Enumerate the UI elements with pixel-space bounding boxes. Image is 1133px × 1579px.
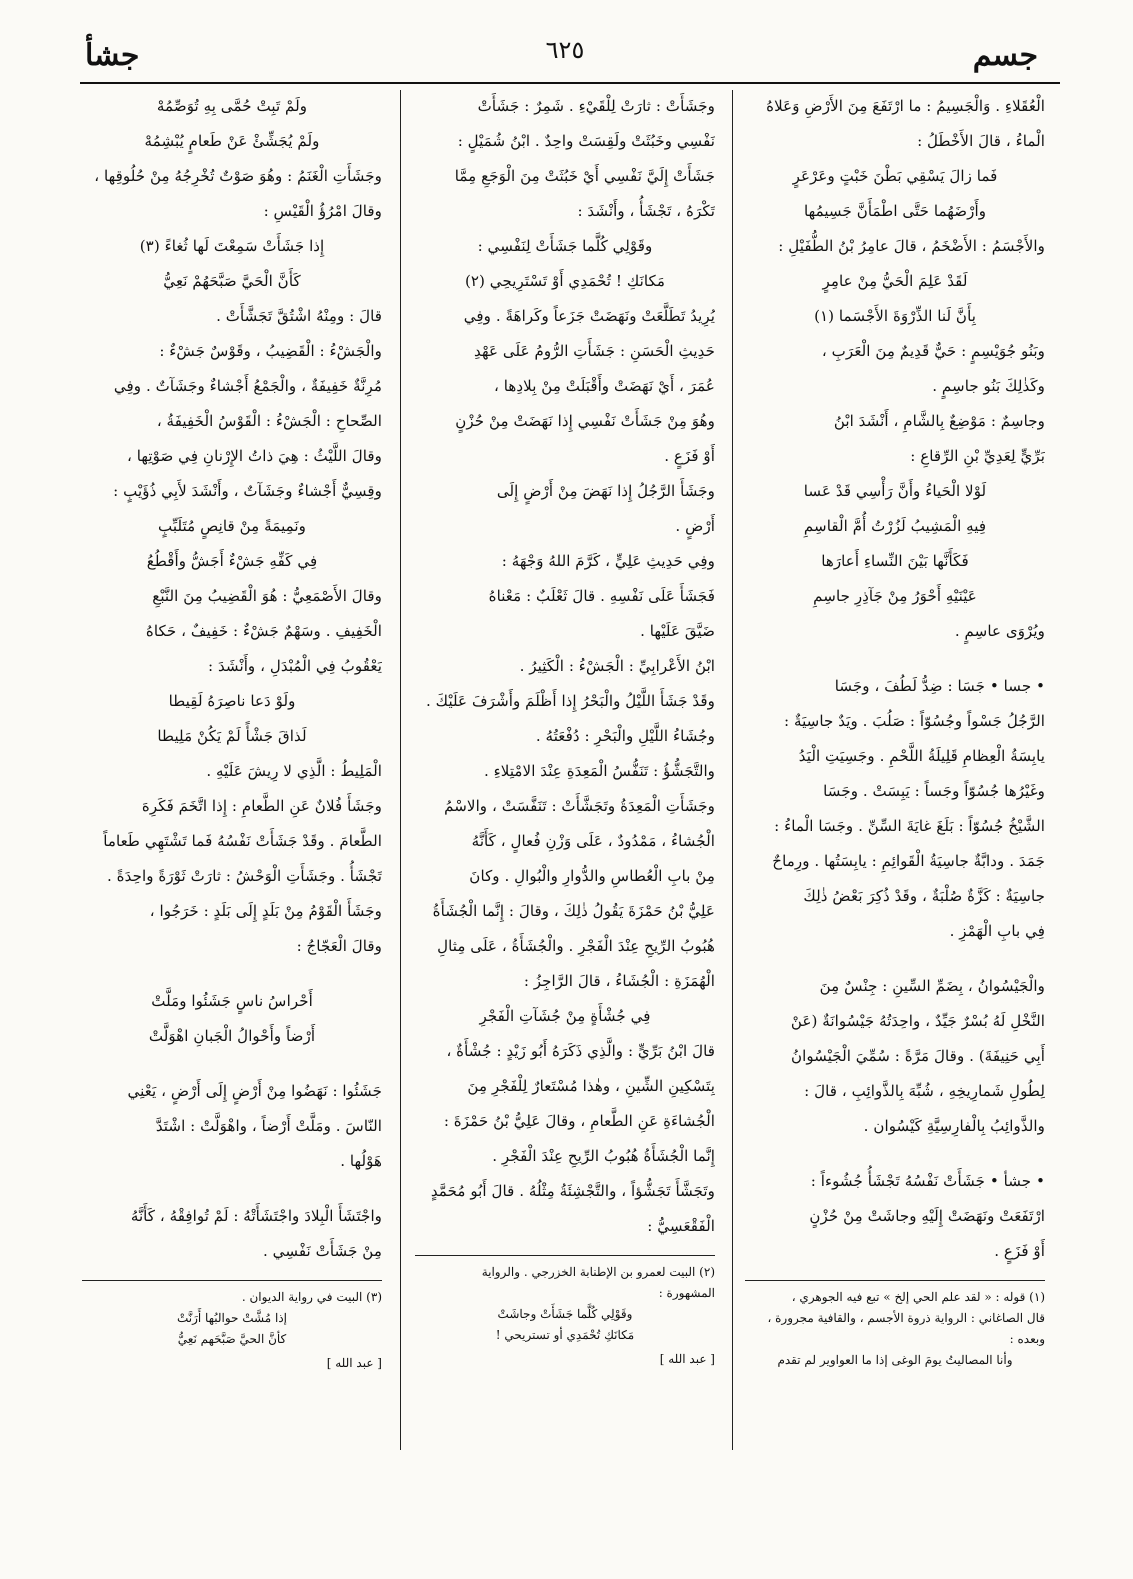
text-line: يُرِيدُ تَطَلَّعَتْ ونَهَضَتْ جَزَعاً وكَراهَةً . وفِي: [463, 307, 715, 325]
text-line: الْجُشاءَةِ عَنِ الطَّعامِ ، وقالَ عَلِيُّ بْنُ حَمْزَةَ :: [443, 1112, 715, 1130]
footnote-rule: [745, 1280, 1045, 1281]
text-line: الْجُشاءُ ، مَمْدُودٌ ، عَلَى وَزْنِ فُعالٍ ، كَأَنَّهُ: [471, 832, 715, 850]
header-right-word: جسم: [972, 38, 1038, 73]
text-line: الطَّعامَ . وقَدْ جَشَأَتْ نَفْسُهُ فَما تَشْتَهِي طَعاماً: [103, 832, 382, 850]
footnote-line: (١) قوله : « لقد علم الحي إلخ » تبع فيه الجوهري ،: [791, 1290, 1045, 1304]
text-line: أَوْ فَزَعٍ .: [664, 447, 715, 465]
signature: [ عبد الله ]: [326, 1356, 382, 1370]
text-line: • جسا • جَسَا : ضِدُّ لَطُفَ ، وجَسَا: [834, 677, 1045, 695]
text-line: واجْتَشَأَ الْبِلادَ واجْتَشَأَتْهُ : لَمْ تُوافِقْهُ ، كَأَنَّهُ: [130, 1207, 382, 1225]
text-line: وقالَ الْعَجّاجُ :: [296, 937, 382, 955]
text-line: وقالَ الأَصْمَعِيُّ : هُوَ الْقَضِيبُ مِنَ النَّبْعِ: [152, 587, 382, 605]
footnote-line: المشهورة :: [658, 1286, 715, 1300]
text-line: • جشأ • جَشَأَتْ نَفْسُهُ تَجْشَأُ جُشُوءاً :: [810, 1172, 1045, 1190]
text-line: وجَشَأَتِ الْمَعِدَةُ وتَجَشَّأَتْ : تَنَفَّسَتْ ، والاسْمُ: [444, 797, 715, 815]
text-line: فَجَشَأَ عَلَى نَفْسِهِ . قالَ ثَعْلَبٌ : مَعْناهُ: [488, 587, 715, 605]
text-line: الصِّحاحِ : الْجَشْءُ : الْقَوْسُ الْخَفِيفَةُ ،: [156, 412, 382, 430]
text-line: وقَدْ جَشَأَ اللَّيْلُ والْبَحْرُ إِذا أَظْلَمَ وأَشْرَفَ عَلَيْكَ .: [425, 692, 715, 710]
text-line: فِيهِ الْمَشِيبُ لَزُرْتُ أُمَّ الْقاسِمِ: [803, 517, 987, 535]
text-line: وجَشَأَ الرَّجُلُ إِذا نَهَضَ مِنْ أَرْضٍ إِلَى: [496, 482, 715, 500]
text-line: لَقَدْ عَلِمَ الْحَيُّ مِنْ عامِرٍ: [822, 272, 968, 290]
footnote-line: إذا مُشَّتْ حوالبُها أَرَنَّتْ: [176, 1311, 288, 1325]
text-line: الْخَفِيفِ . وسَهْمٌ جَشْءٌ : خَفِيفٌ ، حَكاهُ: [145, 622, 382, 640]
text-line: الْفَقْعَسِيُّ :: [647, 1217, 715, 1235]
text-line: مُرِنَّةٌ خَفِيفَةٌ ، والْجَمْعُ أَجْشاءٌ وجَشَآتٌ . وفِي: [113, 377, 382, 395]
text-line: والْجَيْسُوانُ ، بِضَمِّ السِّينِ : جِنْسٌ مِنَ: [819, 977, 1045, 995]
text-line: حَدِيثِ الْحَسَنِ : جَشَأَتِ الرُّومُ عَلَى عَهْدِ: [474, 342, 715, 360]
text-line: ارْتَفَعَتْ ونَهَضَتْ إِلَيْهِ وجاشَتْ مِنْ حُزْنٍ: [809, 1207, 1045, 1225]
text-line: ضَيَّقَ عَلَيْها .: [640, 622, 715, 640]
column-divider: [400, 90, 401, 1450]
text-line: وقالَ اللَّيْثُ : هِيَ ذاتُ الإِرْنانِ فِي صَوْتِها ،: [127, 447, 382, 465]
text-line: أَوْ فَزَعٍ .: [994, 1242, 1045, 1260]
text-line: ولَوْ دَعا ناصِرَهُ لَقِيطا: [168, 692, 296, 710]
column-left: [82, 90, 382, 1450]
text-line: والتَّجَشُّؤُ : تَنَفُّسُ الْمَعِدَةِ عِنْدَ الامْتِلاءِ .: [483, 762, 715, 780]
text-line: وفِي حَدِيثِ عَلِيٍّ ، كَرَّمَ اللهُ وَجْهَهُ :: [501, 552, 715, 570]
text-line: فِي بابِ الْهَمْزِ .: [949, 922, 1045, 940]
text-line: ولَمْ تَبِتْ حُمَّى بِهِ تُوَصِّمُهْ: [156, 97, 308, 115]
text-line: فِي كَفِّهِ جَشْءٌ أَجَشُّ وأَقْطُعُ: [146, 552, 318, 570]
text-line: إِذا جَشَأَتْ سَمِعْتَ لَها ثُغاءً (٣): [139, 237, 325, 255]
footnote-2: [415, 1262, 715, 1346]
column-middle: [415, 90, 715, 1450]
text-line: أَبِي حَنِيفَةَ) . وقالَ مَرَّةً : سُمِّيَ الْجَيْسُوانُ: [790, 1047, 1045, 1065]
text-line: وكَذٰلِكَ بَنُو جاسِمٍ .: [932, 377, 1045, 395]
text-line: الرَّجُلُ جَسْواً وجُسُوّاً : صَلُبَ . ويَدٌ جاسِيَةٌ :: [784, 712, 1045, 730]
text-line: لَوْلا الْحَياءُ وأَنَّ رَأْسِي قَدْ عَسا: [803, 482, 987, 500]
text-line: لَذاقَ جَشْأً لَمْ يَكُنْ مَلِيطا: [157, 727, 307, 745]
text-line: والذَّوائِبُ بِالْفارِسِيَّةِ كَيْسُوان .: [863, 1117, 1045, 1135]
text-line: ونَمِيمَةً مِنْ قانِصٍ مُتَلَبِّبٍ: [158, 517, 306, 535]
text-line: جَمَدَ . ودابَّةٌ جاسِيَةُ الْقَوائِمِ : يابِسَتُها . ورِماحٌ: [772, 852, 1045, 870]
text-line: نَفْسِي وخَبُثَتْ ولَقِسَتْ واحِدٌ . ابْنُ شُمَيْلٍ :: [457, 132, 715, 150]
header-left-word: جشأ: [85, 38, 140, 73]
column-left-text: [82, 90, 382, 1268]
text-line: النَّخْلِ لَهُ بُسْرٌ جَيِّدٌ ، واحِدَتُهُ جَيْسُوانَةٌ (عَنْ: [790, 1012, 1045, 1030]
text-line: وقالَ امْرُؤُ الْقَيْسِ :: [263, 202, 382, 220]
text-line: يابِسَةُ الْعِظامِ قَلِيلَةُ اللَّحْمِ . وجَسِيَتِ الْيَدُ: [798, 747, 1045, 765]
text-line: وقِسِيٌّ أَجْشاءٌ وجَشَآتٌ ، وأَنْشَدَ لأَبِي ذُؤَيْبٍ :: [113, 482, 382, 500]
text-line: فَما زالَ يَسْقِي بَطْنَ خَبْتٍ وعَرْعَرٍ: [792, 167, 998, 185]
column-right: [745, 90, 1045, 1450]
text-line: قالَ ابْنُ بَرِّيٍّ : والَّذِي ذَكَرَهُ أَبُو زَيْدٍ : جُشْأَةٌ ،: [446, 1042, 715, 1060]
text-line: وجَشَأَتْ : ثارَتْ لِلْقَيْءِ . شَمِرٌ : جَشَأَتْ: [477, 97, 715, 115]
text-line: مَكانَكِ ! تُحْمَدِي أَوْ تَسْتَرِيحِي (٢): [464, 272, 666, 290]
footnote-line: وأنا المصاليتُ يومَ الوغى إذا ما العواوير لم تقدم: [777, 1353, 1013, 1367]
text-line: الْماءُ ، قالَ الأَخْطَلُ :: [917, 132, 1045, 150]
text-line: فِي جُشْأَةٍ مِنْ جُشَآتِ الْفَجْرِ: [479, 1007, 651, 1025]
text-line: والأَجْسَمُ : الأَضْخَمُ ، قالَ عامِرُ بْنُ الطُّفَيْلِ :: [778, 237, 1045, 255]
footnote-line: وقَوْلِي كُلَّما جَشَأَتْ وجاشَتْ: [497, 1307, 633, 1321]
text-line: فَكَأَنَّها بَيْنَ النِّساءِ أَعارَها: [821, 552, 969, 570]
column-right-text: [745, 90, 1045, 1268]
text-line: بِأَنَّ لَنا الذِّرْوَةَ الأَجْسَما (١): [814, 307, 976, 325]
text-line: الْهُمَزَةِ : الْجُشَاءُ ، قالَ الرَّاجِزُ :: [523, 972, 715, 990]
column-middle-text: [415, 90, 715, 1243]
text-line: وجَشَأَتِ الْغَنَمُ : وهُوَ صَوْتٌ تُخْرِجُهُ مِنْ حُلُوقِها ،: [94, 167, 382, 185]
text-line: وهُوَ مِنْ جَشَأَتْ نَفْسِي إِذا نَهَضَتْ مِنْ حُزْنٍ: [455, 412, 715, 430]
text-line: قالَ : ومِنْهُ اشْتُقَّ تَجَشَّأَتْ .: [216, 307, 382, 325]
text-line: الْعُقَلاءِ . وَالْجَسِيمُ : ما ارْتَفَعَ مِنَ الأَرْضِ وَعَلاهُ: [766, 97, 1045, 115]
page-number: ٦٢٥: [545, 36, 585, 64]
footnote-line: كأنَّ الحيَّ صَبَّحَهم نَعِيُّ: [177, 1332, 287, 1346]
text-line: إِنَّما الْجُشَأَةُ هُبُوبُ الرِّيحِ عِنْدَ الْفَجْرِ .: [492, 1147, 715, 1165]
text-line: تَجْشَأُ . وجَشَأَتِ الْوَحْشُ : ثارَتْ ثَوْرَةً واحِدَةً .: [107, 867, 382, 885]
footnote-line: قال الصاغاني : الرواية ذروة الأجسم ، والقافية مجرورة ،: [767, 1311, 1045, 1325]
text-line: أَرْضٍ .: [675, 517, 715, 535]
text-line: هَوْلُها .: [340, 1152, 382, 1170]
footnote-1: [745, 1287, 1045, 1371]
text-line: النّاسَ . ومَلَّتْ أَرْضاً ، واهْوَلَّتْ : اشْتَدَّ: [155, 1117, 382, 1135]
text-line: هُبُوبُ الرِّيحِ عِنْدَ الْفَجْرِ . والْجُشَأَةُ ، عَلَى مِثالِ: [437, 937, 715, 955]
text-line: مِنْ بابِ الْعُطاسِ والدُّوارِ والْبُوالِ . وكانَ: [469, 867, 715, 885]
text-line: بَرِّيٍّ لِعَدِيِّ بْنِ الرِّقاعِ :: [910, 447, 1045, 465]
footnote-line: مَكانَكِ تُحْمَدِي أو تستريحي !: [495, 1328, 635, 1342]
text-line: أَرْضاً وأَحْوالُ الْجَبانِ اهْوَلَّتْ: [148, 1027, 316, 1045]
text-line: بِتَسْكِينِ الشِّينِ ، وهٰذا مُسْتَعارٌ لِلْفَجْرِ مِنَ: [467, 1077, 715, 1095]
text-line: جاسِيَةٌ : كَزَّةٌ صُلْبَةٌ ، وقَدْ ذُكِرَ بَعْضُ ذٰلِكَ: [803, 887, 1045, 905]
text-line: وغَيْرُها جُسُوّاً وجَساً : يَبِسَتْ . وجَسَا: [823, 782, 1045, 800]
footnote-rule: [415, 1255, 715, 1256]
text-line: كَأَنَّ الْحَيَّ صَبَّحَهُمْ نَعِيُّ: [163, 272, 301, 290]
signature: [ عبد الله ]: [659, 1352, 715, 1366]
footnote-3: [82, 1287, 382, 1350]
text-line: وجُشَاءُ اللَّيْلِ والْبَحْرِ : دُفْعَتُهُ .: [535, 727, 715, 745]
text-line: وجَشَأَ الْقَوْمُ مِنْ بَلَدٍ إِلَى بَلَدٍ : خَرَجُوا ،: [149, 902, 382, 920]
header-rule: [80, 82, 1060, 84]
text-line: وقَوْلِي كُلَّما جَشَأَتْ لِنَفْسِي :: [477, 237, 653, 255]
text-line: وأَرْضَهُما حَتَّى اطْمَأَنَّ جَسِيمُها: [803, 202, 987, 220]
text-line: جَشَئُوا : نَهَضُوا مِنْ أَرْضٍ إِلَى أَرْضٍ ، يَعْنِي: [127, 1082, 382, 1100]
column-divider: [732, 90, 733, 1450]
text-line: وتَجَشَّأَ تَجَشُّؤاً ، والتَّجْشِئَةُ مِثْلُهُ . قالَ أَبُو مُحَمَّدٍ: [430, 1182, 715, 1200]
text-line: عُمَرَ ، أَيْ نَهَضَتْ وأَقْبَلَتْ مِنْ بِلادِها ،: [494, 377, 715, 395]
text-line: لِطُولِ شَمارِيخِهِ ، شُبِّهَ بِالذَّوائِبِ ، قالَ :: [804, 1082, 1045, 1100]
text-line: الشَّيْخُ جُسُوّاً : بَلَغَ غايَةَ السِّنِّ . وجَسَا الْماءُ :: [774, 817, 1045, 835]
text-line: مِنْ جَشَأَتْ نَفْسِي .: [263, 1242, 382, 1260]
text-line: يَعْقُوبُ فِي الْمُبْدَلِ ، وأَنْشَدَ :: [208, 657, 382, 675]
text-line: وجاسِمٌ : مَوْضِعٌ بِالشَّامِ ، أَنْشَدَ ابْنُ: [833, 412, 1045, 430]
text-line: عَلِيُّ بْنُ حَمْزَةَ يَقُولُ ذٰلِكَ ، وقالَ : إِنَّما الْجُشَأَةُ: [432, 902, 715, 920]
footnote-line: (٣) البيت في رواية الديوان .: [241, 1290, 382, 1304]
text-line: أَحْراسُ ناسٍ جَشَئُوا ومَلَّتْ: [151, 992, 313, 1010]
text-line: تَكْرَهُ ، تَجْشَأُ ، وأَنْشَدَ :: [577, 202, 715, 220]
text-line: الْمَلِيطُ : الَّذِي لا رِيشَ عَلَيْهِ .: [206, 762, 382, 780]
text-line: ابْنُ الأَعْرابِيِّ : الْجَشْءُ : الْكَثِيرُ .: [519, 657, 715, 675]
text-line: ولَمْ يُجَشِّئْ عَنْ طَعامٍ يُبْشِمُهْ: [144, 132, 320, 150]
footnote-line: وبعده :: [1009, 1332, 1045, 1346]
text-line: جَشَأَتْ إِلَيَّ نَفْسِي أَيْ خَبُثَتْ مِنَ الْوَجَعِ مِمَّا: [454, 167, 715, 185]
text-line: وجَشَأَ فُلانٌ عَنِ الطَّعامِ : إِذا اتَّخَمَ فَكَرِهَ: [141, 797, 382, 815]
text-line: والْجَشْءُ : الْقَضِيبُ ، وقَوْسٌ جَشْءٌ :: [159, 342, 382, 360]
text-line: ويُرْوَى عاسِمٍ .: [954, 622, 1045, 640]
footnote-rule: [82, 1280, 382, 1281]
text-line: عَيْنَيْهِ أَحْوَرُ مِنْ جَآذِرِ جاسِمِ: [813, 587, 977, 605]
text-line: وبَنُو جُوَيْسِمٍ : حَيٌّ قَدِيمٌ مِنَ الْعَرَبِ ،: [821, 342, 1045, 360]
footnote-line: (٢) البيت لعمرو بن الإطنابة الخزرجي . والرواية: [481, 1265, 715, 1279]
